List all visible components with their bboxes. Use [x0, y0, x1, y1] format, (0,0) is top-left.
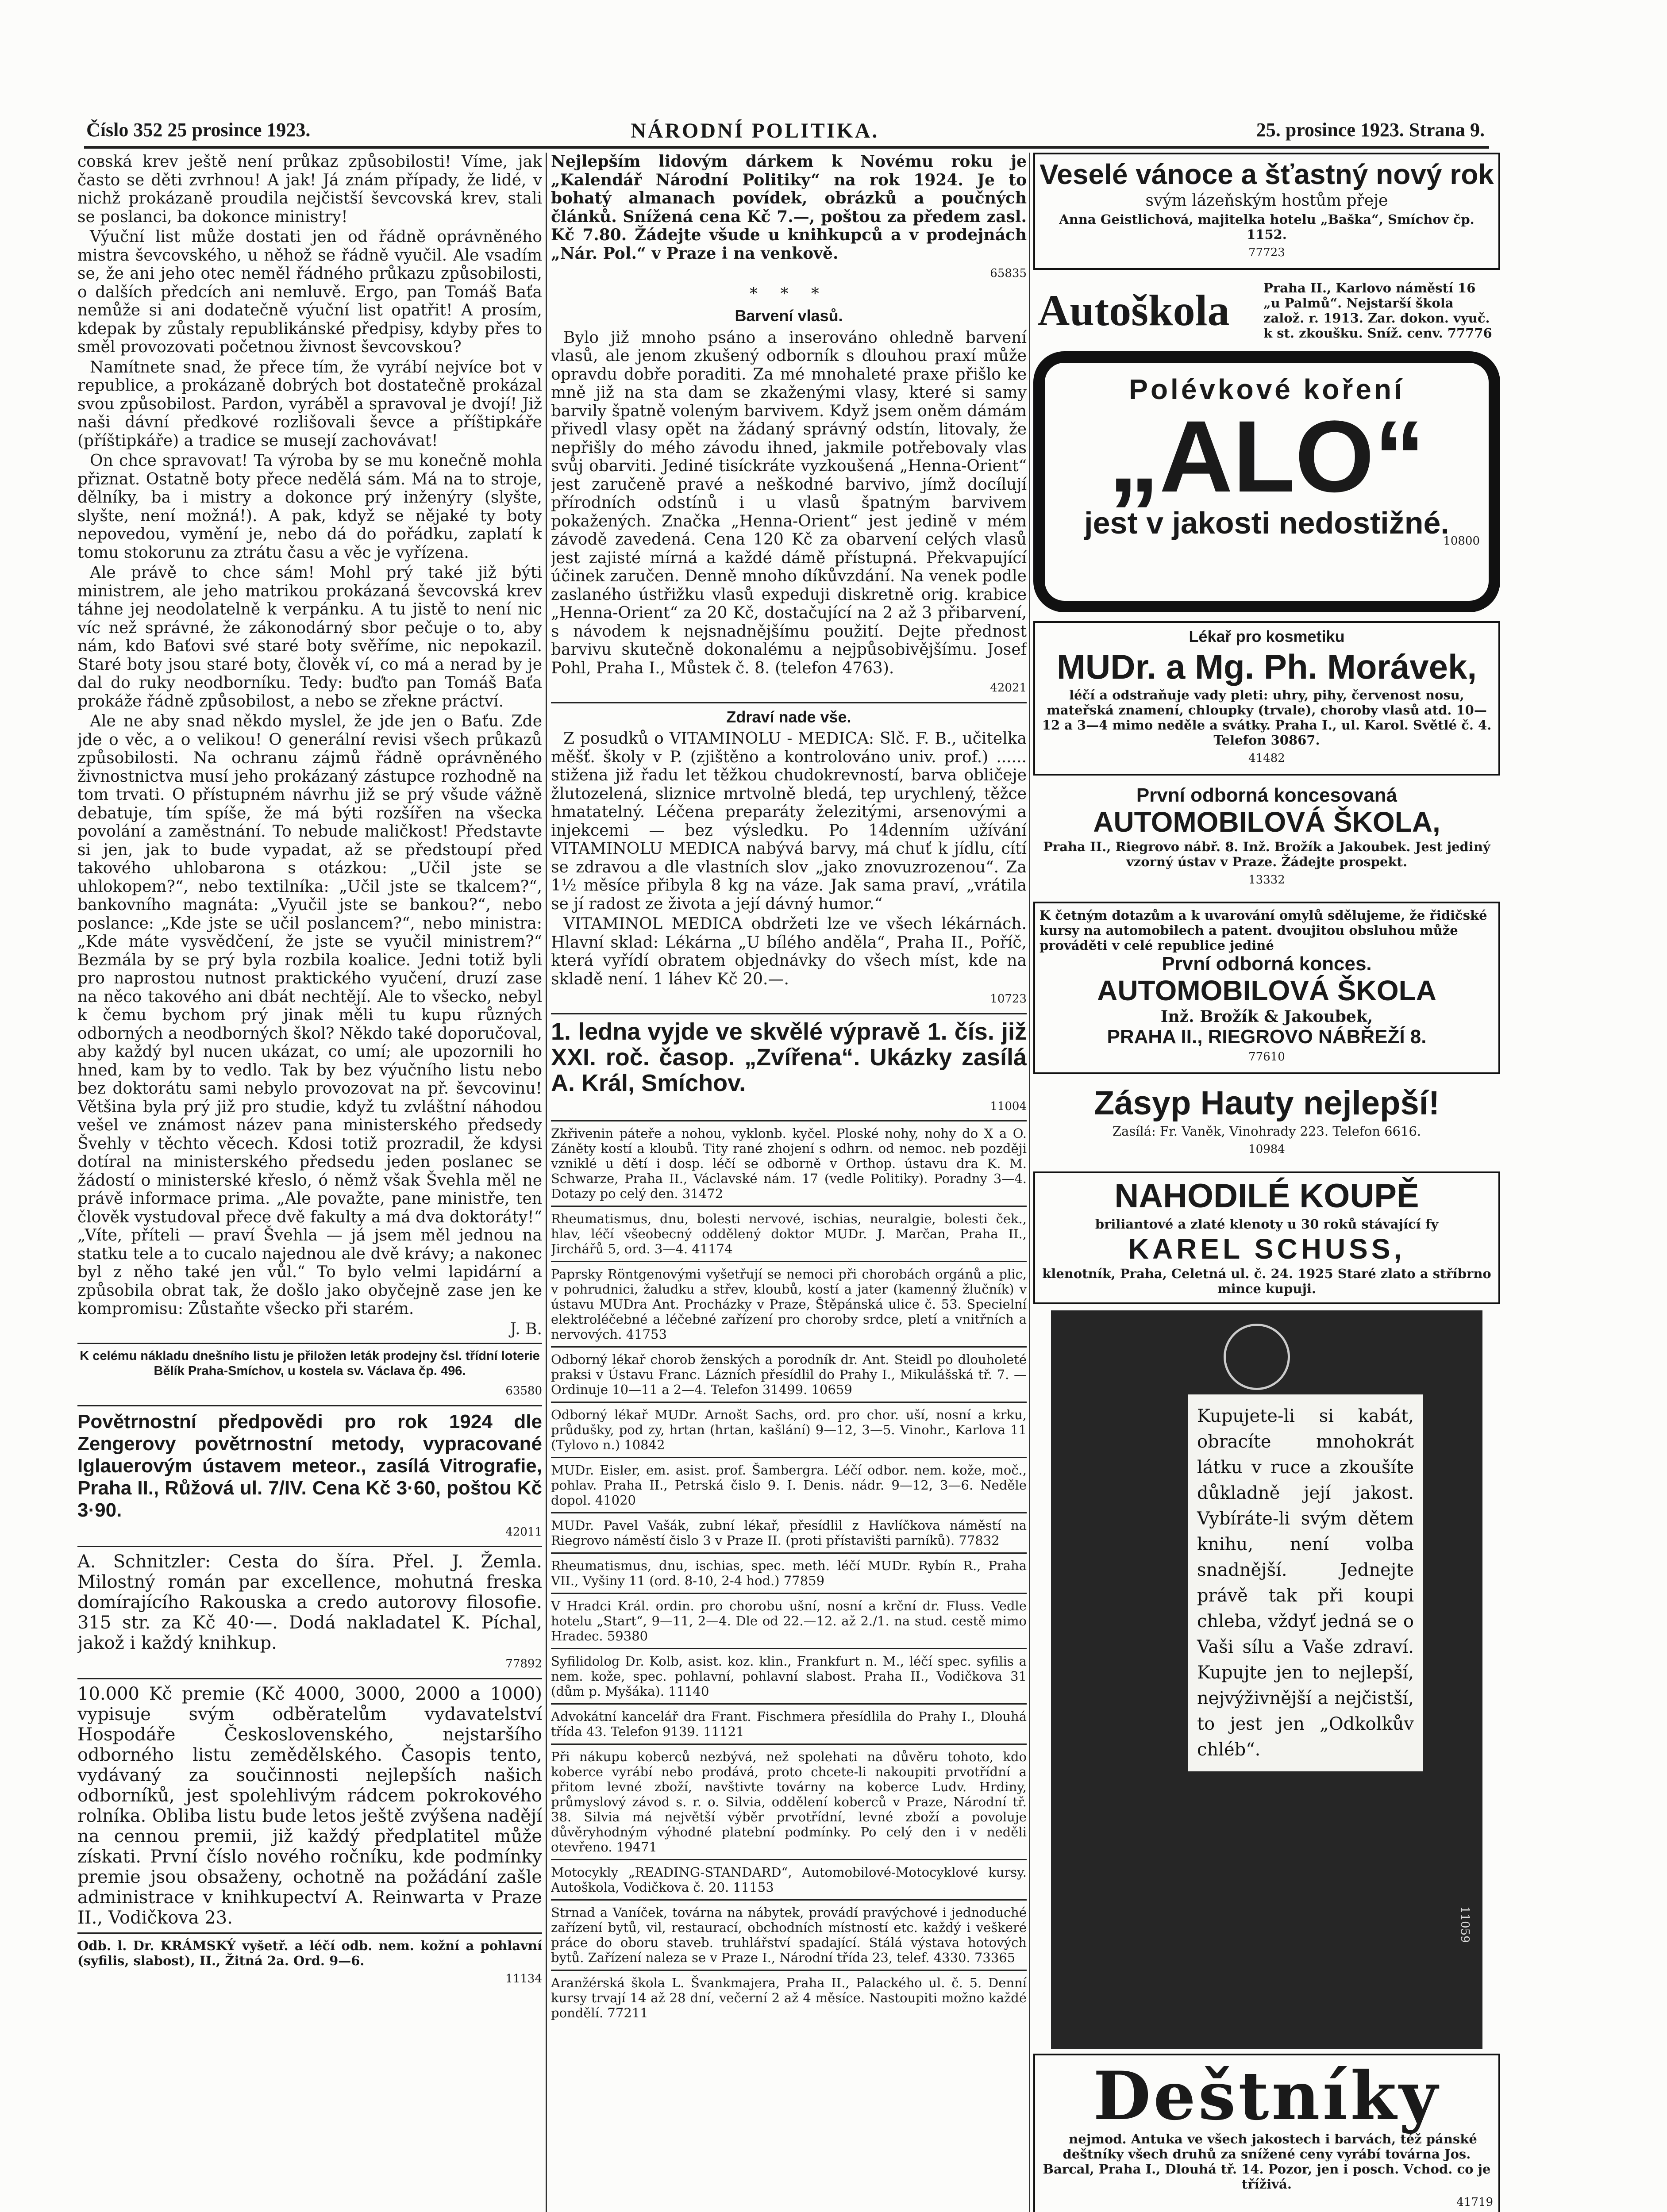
- autoskola-text: Praha II., Karlovo náměstí 16 „u Palmů“. Nejstarší škola založ. r. 1913. Zar. dokon. vyuč. k st. zkoušku. Sníž. cenv. 77776: [1263, 280, 1492, 341]
- ref-number: 10984: [1248, 1143, 1285, 1156]
- schnitzler-ad: A. Schnitzler: Cesta do šíra. Přel. J. Žemla. Milostný román par excellence, mohutná freska domírajícího Rakouska a credo autorovy filosofie. 315 str. za Kč 40·—. Dodá nakladatel K. Píchal, jakož i každý knihkup.: [77, 1551, 542, 1653]
- separator: [551, 1512, 1027, 1513]
- separator: [551, 1013, 1027, 1014]
- ref-number: 42011: [505, 1525, 542, 1539]
- separator: [551, 1261, 1027, 1262]
- weather-ad: Povětrnostní předpovědi pro rok 1924 dle Zengerovy povětrnostní metody, vypracované Iglauerovým ústavem meteor., zasílá Vitrografie, Praha II., Růžová ul. 7/IV. Cena Kč 3·60, poštou Kč 3·90.: [77, 1410, 542, 1521]
- paragraph: Z posudků o VITAMINOLU - MEDICA: Slč. F. B., učitelka měšť. školy v P. (zjištěno a kontrolováno univ. prof.) ...... stižena již řadu let těžkou chudokrevností, barva obličeje žlutozelená, sliznice mrtvolně bledá, tep urychlený, těžce hmatatelný. Léčena preparáty železitými, arsenovými a injekcemi — bez výsledku. Po 14denním užívání VITAMINOLU MEDICA nabývá barvy, má chuť k jídlu, cítí se zdravou a dle vlastních slov „jako znovuzrozenou“. Za 1½ měsíce přibyla 8 kg na váze. Jak sama praví, „vrátila se jí radost ze života a její dávný humor.“: [551, 730, 1027, 913]
- ref-number: 11004: [990, 1099, 1027, 1113]
- paragraph: Bylo již mnoho psáno a inserováno ohledně barvení vlasů, ale jenom zkušený odborník s dlouhou praxí může opravdu dobře poraditi. Za mé mnohaleté praxe přišlo ke mně již na sta dam se zkaženými vlasy, které si samy barvily špatně voleným barvivem. Když jsem oněm dámám přivedl vlasy opět na žádaný správný odstín, litovaly, že nepřišly do mého závodu ihned, jakmile potřebovaly vlas svůj obarviti. Jediné tisíckráte vyzkoušená „Henna-Orient“ jest zaručeně pravé a neškodné barvivo, jímž docílují přírodních odstínů i u vlasů špatným barvivem pokažených. Značka „Henna-Orient“ jest jedině v mém závodě zavedená. Cena 120 Kč za obarvení celých vlasů jest zajisté mírná a každé dámě přístupná. Překvapující účinek zaručen. Denně mnoho díkůvzdání. Na venek podle zaslaného ústřižku vlasů expeduji diskretně orig. krabice „Henna-Orient“ za 20 Kč, dostačující na 2 až 3 přibarvení, s návodem k nejsnadnějšímu použití. Dejte přednost barvivu skutečně dokonalému a nejpůsobivějšímu. Josef Pohl, Praha I., Můstek č. 8. (telefon 4763).: [551, 328, 1027, 677]
- paragraph: On chce spravovat! Ta výroba by se mu konečně mohla přiznat. Ostatně boty přece nedělá sám. Má na to stroje, dělníky, ba i mistry a dokonce prý inženýry (slyšte, slyšte, není možná!). A pak, když se nějaké ty boty nepovedou, vymění je, nebo dá do pořádku, zaplatí k tomu stokorunu za ztrátu času a věc je vyřízena.: [77, 452, 542, 562]
- separator: [551, 1552, 1027, 1554]
- paragraph: Výuční list může dostati jen od řádně oprávněného mistra ševcovského, u něhož se řádně vyučil. Ale vsadím se, že ani jeho otec neměl řádného průkazu způsobilosti, o dalších předcích ani nemluvě. Ergo, pan Tomáš Baťa nemůže si ani dodatečně výuční list opatřit! A prosím, kdepak by zůstaly republikánské předpisy, kdyby přes to směl provozovati početnou živnost ševcovskou?: [77, 228, 542, 356]
- alo-ad: [1033, 351, 1500, 612]
- odkolek-bread-ad: [1051, 1310, 1482, 2049]
- column-1: [77, 153, 542, 2212]
- masthead: [86, 119, 1485, 150]
- small-ad: V Hradci Král. ordin. pro chorobu ušní, nosní a krční dr. Fluss. Vedle hotelu „Start“, 9—11, 2—4. Dle od 22.—12. až 2./1. na stud. cestě mimo Hradec. 59380: [551, 1598, 1027, 1644]
- hair-title: Barvení vlasů.: [735, 307, 843, 325]
- small-ad: Aranžérská škola L. Švankmajera, Praha II., Palackého ul. č. 5. Denní kursy trvají 14 až 28 dní, večerní 2 až 4 měsíce. Nastoupiti možno každé pondělí. 77211: [551, 1975, 1027, 2020]
- column-divider: [546, 153, 547, 2212]
- paragraph: Ale právě to chce sám! Mohl prý také již býti ministrem, ale jeho matrikou prokázaná ševcovská krev táhne jej neodolatelně k verpánku. A tu jistě to není nic víc než správné, že zákonodárný sbor pečuje o to, aby nám, kdo Baťovi své staré boty svěříme, nic nepokazil. Staré boty jsou staré boty, člověk ví, co má a nerad by je dal do ruky neodborníku. Tedy: buďto pan Tomáš Baťa prokáže řádně způsobilost, a nebo se zřekne práctví.: [77, 564, 542, 710]
- autoschool2-sub: Inž. Brožík & Jakoubek,: [1160, 1007, 1373, 1026]
- separator: [77, 1343, 542, 1344]
- small-ad: Motocykly „READING-STANDARD“, Automobilové-Motocyklové kursy. Autoškola, Vodičkova č. 20. 11153: [551, 1865, 1027, 1895]
- ref-number: 42021: [990, 681, 1027, 695]
- ref-number: 41482: [1248, 751, 1285, 765]
- schuss-title: NAHODILÉ KOUPĚ: [1114, 1177, 1419, 1215]
- hauty-title: Zásyp Hauty nejlepší!: [1093, 1084, 1440, 1122]
- notice-leaflet: K celému nákladu dnešního listu je přiložen leták prodejny čsl. třídní loterie Bělík Praha-Smíchov, u kostela sv. Václava čp. 496.: [80, 1349, 540, 1378]
- umbrella-title: Deštníky: [1093, 2057, 1440, 2135]
- alo-sub: Polévkové koření: [1129, 373, 1405, 405]
- stars-divider: * * *: [750, 284, 828, 303]
- separator: [77, 1932, 542, 1934]
- separator: [551, 1743, 1027, 1745]
- separator: [551, 1899, 1027, 1901]
- small-ad: MUDr. Eisler, em. asist. prof. Šambergra. Léčí odbor. nem. kože, moč., pohlav. Praha II., Petrská čislo 9. I. Denis. nádr. 9—12, 3—6. Neděle dopol. 41020: [551, 1463, 1027, 1508]
- autoskola-ad: [1033, 276, 1500, 345]
- health-title: Zdraví nade vše.: [726, 707, 851, 726]
- ref-number: 77723: [1248, 246, 1285, 259]
- column-divider: [1029, 153, 1030, 2212]
- autoschool-ad-2: [1033, 902, 1500, 1074]
- moravek-text: léčí a odstraňuje vady pleti: uhry, pihy, červenost nosu, mateřská znamení, chloupky (trvale), choroby vlasů atd. 10—12 a 3—4 mimo neděle a svátky. Praha I., ul. Karol. Světlé č. 4. Telefon 30867.: [1042, 687, 1492, 748]
- autoschool2-addr: PRAHA II., RIEGROVO NÁBŘEŽÍ 8.: [1107, 1026, 1427, 1048]
- separator: [551, 1593, 1027, 1594]
- emblem-icon: [1224, 1324, 1290, 1390]
- small-ad: Paprsky Röntgenovými vyšetřují se nemoci při chorobách orgánů a plic, v pohrudnici, žaludku a střev, kloubů, kostí a jater (kamenný žlučník) v ústavu MUDra Ant. Procházky v Praze, Štěpánská ulice č. 53. Specielní elektroléčebné a léčebné zařízení pro choroby srdce, pletí a vnitřních a nervových. 41753: [551, 1267, 1027, 1342]
- ref-number: 77610: [1248, 1050, 1285, 1064]
- separator: [77, 1405, 542, 1406]
- xmas-greeting-ad: [1033, 153, 1500, 270]
- notice-text: K četným dotazům a k uvarování omylů sdělujeme, že řidičské kursy na automobilech a patent. dvoujitou obsluhou může prováděti v celé republice jediné: [1039, 908, 1487, 953]
- ref-number: 11134: [505, 1972, 542, 1985]
- separator: [551, 1402, 1027, 1403]
- autoschool-ad-1: [1033, 782, 1500, 895]
- separator: [77, 1546, 542, 1547]
- date-and-page: 25. prosince 1923. Strana 9.: [1256, 119, 1485, 141]
- separator: [551, 1859, 1027, 1860]
- issue-number: Číslo 352 25 prosince 1923.: [86, 119, 311, 141]
- hauty-ad: [1033, 1080, 1500, 1165]
- autoschool2-top: První odborná konces.: [1162, 953, 1372, 975]
- small-ad: Syfilidolog Dr. Kolb, asist. koz. klin., Frankfurt n. M., léčí spec. syfilis a nem. kože, spec. pohlavní, pohlavní slabost. Praha II., Vodičkova 31 (dům p. Myšáka). 11140: [551, 1654, 1027, 1699]
- small-ad: Rheumatismus, dnu, ischias, spec. meth. léčí MUDr. Rybín R., Praha VII., Vyšiny 11 (ord. 8-10, 2-4 hod.) 77859: [551, 1558, 1027, 1588]
- ref-number: 77892: [505, 1657, 542, 1671]
- schuss-ad: [1033, 1171, 1500, 1304]
- autoschool2-name: AUTOMOBILOVÁ ŠKOLA: [1097, 974, 1436, 1006]
- ref-number: 63580: [505, 1384, 542, 1398]
- doctor-ad: Odb. l. Dr. KRÁMSKÝ vyšetř. a léčí odb. nem. kožní a pohlavní (syfilis, slabost), II., Žitná 2a. Ord. 9—6.: [77, 1938, 542, 1968]
- separator: [551, 1648, 1027, 1649]
- paragraph: Ale ne aby snad někdo myslel, že jde jen o Baťu. Zde jde o věc, a o velikou! O generální revisi všech průkazů způsobilosti. Na ochranu zájmů řádně oprávněného živnostnictva musí jeho prokázaný zástupce rozhodně na tom trvati. O přístupném návrhu již se prý všude vážně debatuje, tím spíše, že má býti rozšířen na všecka povolání a zaměstnání. To nebude maličkost! Představte si jen, jak to bude vypadat, až se předstoupí před takového uhlobarona s otázkou: „Učil jste se uhlokopem?“, nebo textilníka: „Učil jste se tkalcem?“, bankovního magnáta: „Vyučil jste se bankou?“, nebo poslance: „Kde jste se učil poslancem?“, nebo ministra: „Kde máte vysvědčení, že jste se vyučil ministrem?“ Bezmála by se prý byla rozbila koalice. Jedni totiž byli pro naprostou nutnost praktického vyučení, druzí zase na něco takového ani dbát nechtějí. Ale to všecko, nebyl k čemu bychom prý jinak měli tu kupu různých odborných a neodborných škol? Někdo také doporučoval, aby každý byl nucen ukázat, co umí; ale upozornili ho hned, kam by to vedlo. Tak by bez výučního listu nebo bez doktorátu sami nebylo provozovat na př. ševcovinu! Většina byla prý již pro studie, když tu zvláštní náhodou vešel ve známost název pana ministerského předsedy Švehly v těchto věcech. Kdosi totiž prozradil, že kdysi dotíral na ministerského předsedu jeden poslanec se žádostí o ministerské křeslo, ó němž však Švehla měl ne právě informace prima. „Ale považte, pane ministře, ten člověk vystudoval přece dvě fakulty a má dva doktoráty!“ „Víte, příteli — praví Švehla — já jsem měl jednou na statku tele a to cucalo najednou ale dvě krávy; a nakonec byl z něho také jen vůl.“ To bylo velmi lapidární a způsobila obrat tak, že došlo jako obyčejně zase jen ke kompromisu: Zůstaňte všecko při starém.: [77, 712, 542, 1318]
- ref-number: 41719: [1456, 2195, 1493, 2209]
- small-ad: Odborný lékař chorob ženských a porodník dr. Ant. Steidl po dlouholeté praksi v Ústavu Franc. Lázních přesídlil do Prahy I., Mikulášská tř. 7. — Ordinuje 10—11 a 2—4. Telefon 31499. 10659: [551, 1352, 1027, 1397]
- small-ad: Rheumatismus, dnu, bolesti nervové, ischias, neuralgie, bolesti ček., hlav, léčí všeobecný oddělený doktor MUDr. J. Marčan, Praha II., Jirchářů 5, ord. 3—4. 41174: [551, 1211, 1027, 1256]
- small-ad: Při nákupu koberců nezbývá, než spolehati na důvěru tohoto, kdo koberce vyrábí nebo prodává, proto chcete-li nakoupiti prvotřídní a přitom levné zboží, navštivte továrny na koberce Ludv. Hrdiny, průmyslový závod s. r. o. Silvia, oddělení koberců v Praze, Národní tř. 38. Silvia má největší výběr prvotřídní, levné zboží a povoluje důvěryhodným výhodné platební podmínky. Po celý den i v neděli otevřeno. 19471: [551, 1749, 1027, 1855]
- small-ad: Strnad a Vaníček, továrna na nábytek, provádí pravýchové i jednoduché zařízení bytů, vil, restaurací, obchodních místností etc. každý i veškeré práce do oboru staveb. truhlářství spadající. Stálá výstava hotových bytů. Zařízení naleza se v Praze I., Národní třída 23, telef. 4330. 73365: [551, 1905, 1027, 1965]
- separator: [551, 1703, 1027, 1705]
- alo-word: „ALO“: [1108, 399, 1425, 513]
- autoschool1-text: Praha II., Riegrovo nábř. 8. Inž. Brožík a Jakoubek. Jest jediný vzorný ústav v Praze. Žádejte prospekt.: [1043, 839, 1490, 869]
- ref-number: 10723: [990, 992, 1027, 1006]
- autoschool1-name: AUTOMOBILOVÁ ŠKOLA,: [1093, 806, 1440, 838]
- paragraph: Namítnete snad, že přece tím, že vyrábí nejvíce bot v republice, a prokázaně dobrých bot dostatečně prokázal svou způsobilost. Pardon, vyráběl a spravoval je dvojí! Již naši dávní předkové rozlišovali ševce a příštipkáře (příštipkáře) a tradice se musejí zachovávat!: [77, 358, 542, 450]
- article-bata: [77, 153, 542, 1338]
- header-rule: [84, 146, 1489, 149]
- ref-number: 10800: [1443, 534, 1480, 548]
- autoskola-title: Autoškola: [1038, 286, 1230, 335]
- schuss-sub: briliantové a zlaté klenoty u 30 roků stávající fy: [1095, 1216, 1439, 1232]
- moravek-ad: [1033, 621, 1500, 776]
- ref-number: 13332: [1248, 873, 1285, 887]
- separator: [551, 1120, 1027, 1121]
- small-ad: Zkřivenin páteře a nohou, vyklonb. kyčel. Ploské nohy, nohy do X a O. Záněty kostí a kloubů. Tity rané zhojení s odhrn. od nemoc. neb později vzniklé u dětí i dosp. léčí se odborně v Orthop. ústavu dra K. M. Schwarze, Praha II., Václavské nám. 17 (vedle Politiky). Poradny 3—4. Dotazy po celý den. 31472: [551, 1126, 1027, 1201]
- zvirena-ad: 1. ledna vyjde ve skvělé výpravě 1. čís. již XXI. roč. časop. „Zvířena“. Ukázky zasílá A. Král, Smíchov.: [551, 1018, 1027, 1096]
- alo-tag: jest v jakosti nedostižné.: [1084, 505, 1449, 540]
- small-ad: Odborný lékař MUDr. Arnošt Sachs, ord. pro chor. uší, nosní a krku, průdušky, pod zy, hrtan (hrtan, kašlání) 9—12, 3—5. Vinohr., Karlova 11 (Tylovo n.) 10842: [551, 1407, 1027, 1452]
- premie-ad: 10.000 Kč premie (Kč 4000, 3000, 2000 a 1000) vypisuje svým odběratelům vydavatelství Hospodáře Československého, nejstaršího odborného listu zemědělského. Časopis tento, vydávaný za součinnosti nejlepších našich odborníků, jest spolehlivým rádcem pokrokového rolníka. Obliba listu bude letos ještě zvýšena nadějí na cennou premii, již každý předplatitel může získati. První číslo nového ročníku, kde podmínky premie jsou obsaženy, ochotně na požádání zašle administrace v knihkupectví A. Reinwarta v Praze II., Vodičkova 23.: [77, 1683, 542, 1928]
- separator: [77, 1678, 542, 1679]
- hauty-text: Zasílá: Fr. Vaněk, Vinohrady 223. Telefon 6616.: [1112, 1124, 1421, 1139]
- xmas-sub: svým lázeňským hostům přeje: [1145, 192, 1388, 210]
- ref-number: 65835: [990, 267, 1027, 280]
- column-3: [1033, 153, 1500, 2212]
- small-ads-list: [551, 1126, 1027, 2020]
- odkolek-text: Kupujete-li si kabát, obracíte mnohokrát látku v ruce a zkoušíte důkladně její jakost. Vybíráte-li svým dětem knihu, není volba snadnější. Jednejte právě tak při koupi chleba, vždyť jedná se o Vaši sílu a Vaše zdraví. Kupujte jen to nejlepší, nejvýživnější a nejčistší, to jest jen „Odkolkův chléb“.: [1188, 1394, 1423, 1771]
- moravek-top: Lékař pro kosmetiku: [1189, 627, 1345, 645]
- almanach-ad: Nejlepším lidovým dárkem k Novému roku je „Kalendář Národní Politiky“ na rok 1924. Je to bohatý almanach povídek, obrázků a poučných článků. Snížená cena Kč 7.—, poštou za předem zasl. Kč 7.80. Žádejte všude u knihkupců a v prodejnách „Nár. Pol.“ v Praze i na venkově.: [551, 153, 1027, 263]
- schuss-addr: klenotník, Praha, Celetná ul. č. 24. 1925 Staré zlato a stříbrno mince kupuji.: [1042, 1266, 1491, 1296]
- small-ad: MUDr. Pavel Vašák, zubní lékař, přesídlil z Havlíčkova náměstí na Riegrovo náměstí čislo 3 v Praze II. (proti přístavišti parníků). 77832: [551, 1518, 1027, 1548]
- article-signature: J. B.: [510, 1320, 542, 1338]
- umbrella-ad: [1033, 2054, 1500, 2212]
- separator: [551, 1970, 1027, 1971]
- separator: [551, 1457, 1027, 1458]
- separator: [551, 1346, 1027, 1348]
- schuss-name: KAREL SCHUSS,: [1128, 1233, 1405, 1265]
- paragraph: cовská krev ještě není průkaz způsobilosti! Víme, jak často se děti zvrhnou! A jak! Já znám případy, že lidé, v nichž prokázaně proudila nejčistší ševcovská krev, stali se poslanci, ba dokonce ministry!: [77, 153, 542, 226]
- moravek-name: MUDr. a Mg. Ph. Morávek,: [1056, 647, 1477, 686]
- paragraph: VITAMINOL MEDICA obdržeti lze ve všech lékárnách. Hlavní sklad: Lékárna „U bílého anděla“, Praha II., Poříč, která vyřídí obratem objednávky do všech míst, kde na skladě není. 1 láhev Kč 20.—.: [551, 915, 1027, 988]
- xmas-title: Veselé vánoce a šťastný nový rok: [1039, 158, 1494, 190]
- xmas-name: Anna Geistlichová, majitelka hotelu „Baška“, Smíchov čp. 1152.: [1059, 211, 1475, 242]
- column-2: [551, 153, 1027, 2212]
- separator: [551, 702, 1027, 703]
- newspaper-title: NÁRODNÍ POLITIKA.: [631, 119, 879, 142]
- ref-number: 11059: [1458, 1906, 1471, 1943]
- small-ad: Advokátní kancelář dra Frant. Fischmera přesídlila do Prahy I., Dlouhá třída 43. Telefon 9139. 11121: [551, 1709, 1027, 1739]
- separator: [551, 1206, 1027, 1207]
- umbrella-text: nejmod. Antuka ve všech jakostech i barvách, též pánské deštníky všech druhů za snížené ceny vyrábí továrna Jos. Barcal, Praha I., Dlouhá tř. 14. Pozor, jen i posch. Vchod. co je tříživá.: [1043, 2131, 1491, 2192]
- autoschool1-top: První odborná koncesovaná: [1136, 784, 1398, 806]
